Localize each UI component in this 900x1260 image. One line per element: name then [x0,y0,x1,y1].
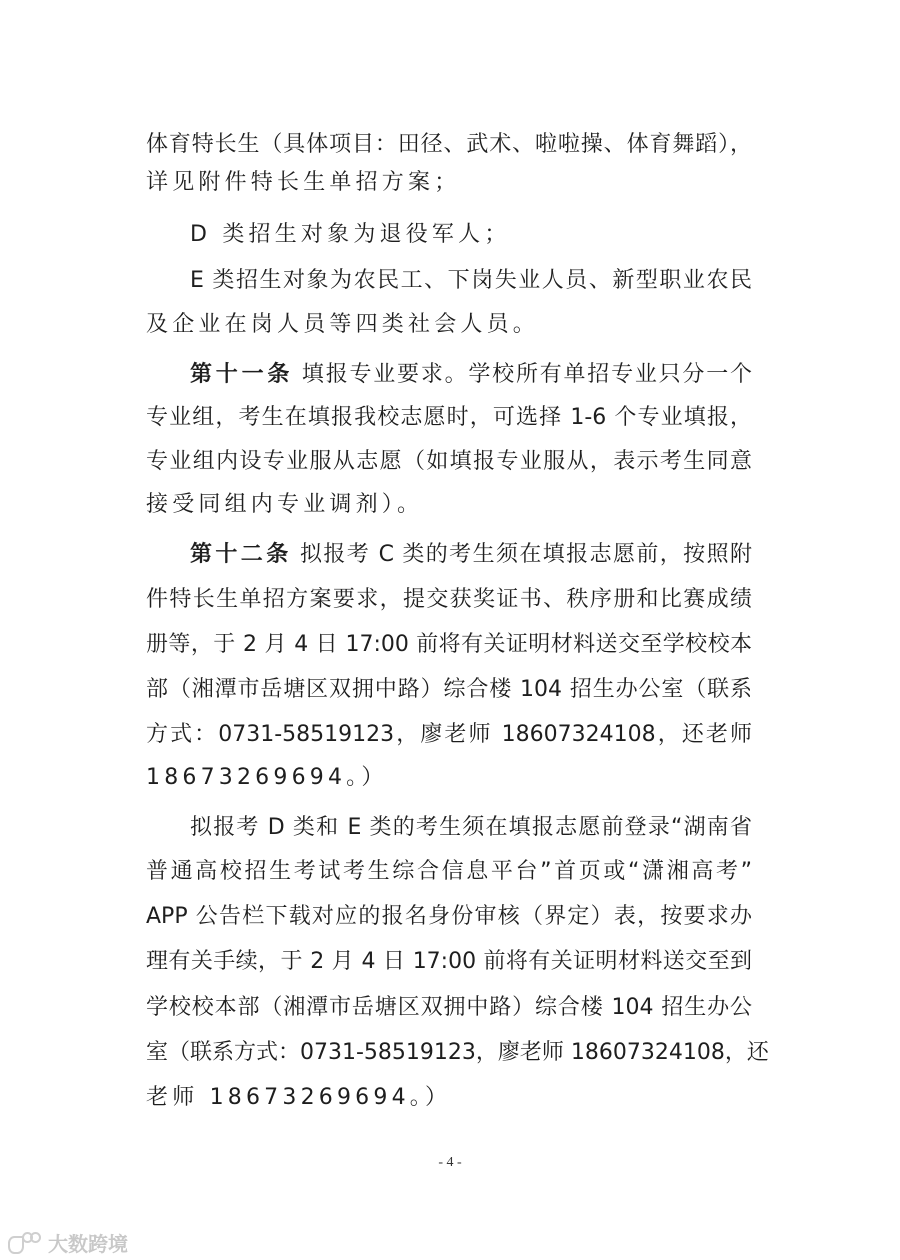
text-line: 普通高校招生考试考生综合信息平台”首页或“潇湘高考” [146,859,752,884]
text-line: 拟报考 D 类和 E 类的考生须在填报志愿前登录“湖南省 [190,815,752,840]
text-line: 专业组，考生在填报我校志愿时，可选择 1-6 个专业填报， [146,405,752,430]
page-number: - 4 - [438,1155,462,1170]
text-line: 及企业在岗人员等四类社会人员。 [146,312,540,337]
article-12-heading: 第十二条 [190,542,292,567]
text-line: 详见附件特长生单招方案； [146,170,461,195]
watermark [8,1228,128,1257]
text-segment: 填报专业要求。学校所有单招专业只分一个 [293,362,752,387]
article-12-line [190,540,752,570]
text-line: 册等，于 2 月 4 日 17:00 前将有关证明材料送交至学校校本 [146,632,752,657]
text-line: 接受同组内专业调剂）。 [146,492,424,517]
text-line: E 类招生对象为农民工、下岗失业人员、新型职业农民 [190,268,752,293]
text-line: 18673269694。） [146,765,388,790]
text-line: 方式：0731-58519123，廖老师 18607324108，还老师 [146,722,752,747]
text-line: 部（湘潭市岳塘区双拥中路）综合楼 104 招生办公室（联系 [146,677,752,702]
article-11-line [190,360,752,390]
text-line: 件特长生单招方案要求，提交获奖证书、秩序册和比赛成绩 [146,587,752,612]
text-line: D 类招生对象为退役军人； [190,222,511,247]
text-line: APP 公告栏下载对应的报名身份审核（界定）表，按要求办 [146,904,752,929]
watermark-logo-icon [8,1232,42,1254]
text-line: 学校校本部（湘潭市岳塘区双拥中路）综合楼 104 招生办公 [146,995,752,1020]
text-line: 体育特长生（具体项目：田径、武术、啦啦操、体育舞蹈）， [146,132,752,157]
article-11-heading: 第十一条 [190,362,294,387]
watermark-text: 大数跨境 [48,1232,128,1256]
text-line: 专业组内设专业服从志愿（如填报专业服从，表示考生同意 [146,449,752,474]
text-line: 室（联系方式：0731-58519123，廖老师 18607324108，还 [146,1040,769,1065]
text-line: 老师 18673269694。） [146,1085,452,1110]
text-segment: 拟报考 C 类的考生须在填报志愿前，按照附 [291,542,752,567]
text-line: 理有关手续，于 2 月 4 日 17:00 前将有关证明材料送交至到 [146,949,752,974]
